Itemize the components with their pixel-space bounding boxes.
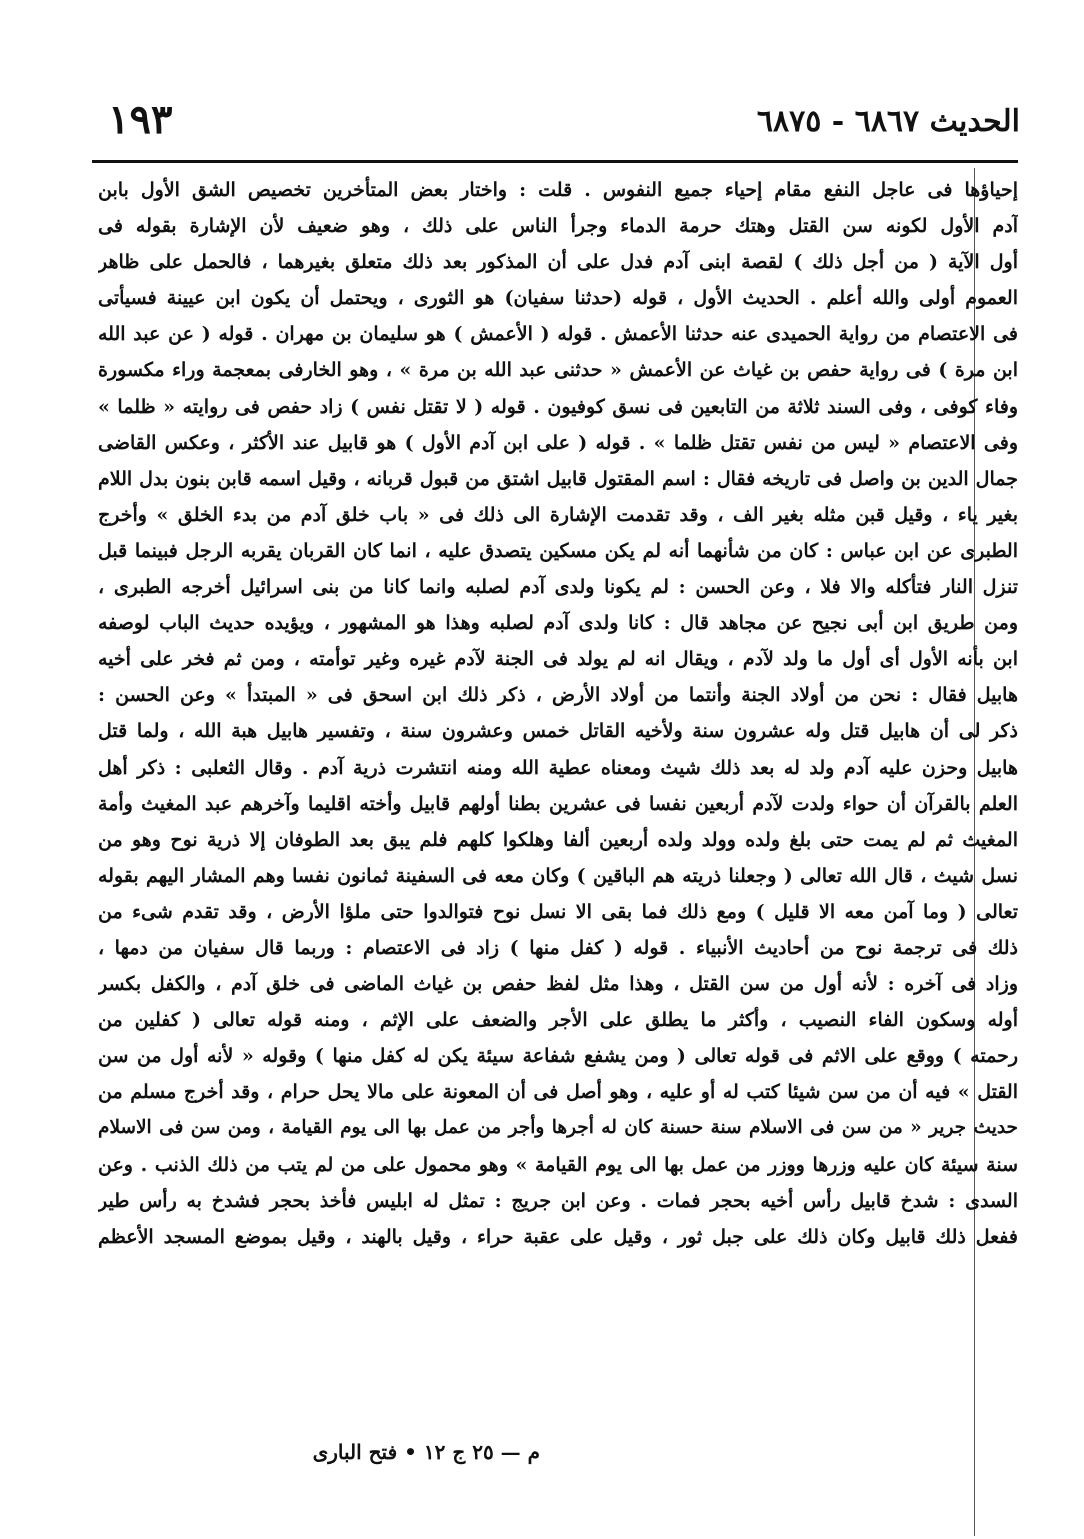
text-line: رحمته ) ووقع على الاثم فى قوله تعالى ( ومن يشفع شفاعة سيئة يكن له كفل منها ) وقوله « لأنه أول من سن xyxy=(98,1045,1018,1068)
text-line: بغير ياء ، وقيل قبن مثله بغير الف ، وقد تقدمت الإشارة الى ذلك فى « باب خلق آدم من بدء الخلق » وأخرج xyxy=(98,503,1018,526)
text-line: ذكر لى أن هابيل قتل وله عشرون سنة ولأخيه القاتل خمس وعشرون سنة ، وتفسير هابيل هبة الله ، ولما قتل xyxy=(98,720,1018,743)
page-footer xyxy=(140,1440,540,1480)
text-line: هابيل وحزن عليه آدم ولد له بعد ذلك شيث ومعناه عطية الله ومنه انتشرت ذرية آدم . وقال الثعلبى : ذكر أهل xyxy=(98,756,1018,779)
text-line: جمال الدين بن واصل فى تاريخه فقال : اسم المقتول قابيل اشتق من قبول قربانه ، وقيل اسمه قابن بنون بدل اللام xyxy=(98,467,1018,490)
text-line: وفاء كوفى ، وفى السند ثلاثة من التابعين فى نسق كوفيون . قوله ( لا تقتل نفس ) زاد حفص فى روايته « ظلما » xyxy=(98,395,1018,418)
text-line: تنزل النار فتأكله والا فلا ، وعن الحسن : لم يكونا ولدى آدم لصلبه وانما كانا من بنى اسرائيل أخرجه الطبرى ، xyxy=(98,576,1018,599)
text-line: تعالى ( وما آمن معه الا قليل ) ومع ذلك فما بقى الا نسل نوح فتوالدوا حتى ملؤا الأرض ، وقد تقدم شىء من xyxy=(98,900,1018,923)
text-line: القتل » فيه أن من سن شيئا كتب له أو عليه ، وهو أصل فى أن المعونة على مالا يحل حرام ، وقد أخرج مسلم من xyxy=(98,1081,1018,1104)
text-line: وزاد فى آخره : لأنه أول من سن القتل ، وهذا مثل لفظ حفص بن غياث الماضى فى خلق آدم ، والكفل بكسر xyxy=(98,973,1018,996)
text-line: ذلك فى ترجمة نوح من أحاديث الأنبياء . قوله ( كفل منها ) زاد فى الاعتصام : وربما قال سفيان من دمها ، xyxy=(98,936,1018,959)
page-header xyxy=(90,96,1020,156)
text-line: العلم بالقرآن أن حواء ولدت لآدم أربعين نفسا فى عشرين بطنا أولهم قابيل وأخته اقليما وآخرهم عبد المغيث وأمة xyxy=(98,792,1018,815)
running-head: الحديث ٦٨٦٧ - ٦٨٧٥ xyxy=(756,104,1020,139)
signature-mark: م — ٢٥ ج ١٢ • فتح البارى xyxy=(312,1440,540,1464)
text-line: ومن طريق ابن أبى نجيح عن مجاهد قال : كانا ولدى آدم لصلبه وهذا هو المشهور ، ويؤيده حديث الباب لوصفه xyxy=(98,612,1018,635)
text-line: ففعل ذلك قابيل وكان ذلك على جبل ثور ، وقيل على عقبة حراء ، وقيل بالهند ، وقيل بموضع المسجد الأعظم xyxy=(98,1225,1018,1248)
text-line: نسل شيث ، قال الله تعالى ( وجعلنا ذريته هم الباقين ) وكان معه فى السفينة ثمانون نفسا وهم المشار اليهم بقوله xyxy=(98,864,1018,887)
text-line: فى الاعتصام من رواية الحميدى عنه حدثنا الأعمش . قوله ( الأعمش ) هو سليمان بن مهران . قوله ( عن عبد الله xyxy=(98,323,1018,346)
text-line: آدم الأول لكونه سن القتل وهتك حرمة الدماء وجرأ الناس على ذلك ، وهو ضعيف لأن الإشارة بقوله فى xyxy=(98,215,1018,238)
text-line: ابن مرة ) فى رواية حفص بن غياث عن الأعمش « حدثنى عبد الله بن مرة » ، وهو الخارفى بمعجمة وراء مكسورة xyxy=(98,359,1018,382)
text-line: إحياؤها فى عاجل النفع مقام إحياء جميع النفوس . قلت : واختار بعض المتأخرين تخصيص الشق الأول بابن xyxy=(98,179,1018,201)
text-line: الطبرى عن ابن عباس : كان من شأنهما أنه لم يكن مسكين يتصدق عليه ، انما كان القربان يقربه الرجل فبينما قبل xyxy=(98,539,1018,562)
text-line: هابيل فقال : نحن من أولاد الجنة وأنتما من أولاد الأرض ، ذكر ذلك ابن اسحق فى « المبتدأ » وعن الحسن : xyxy=(98,684,1018,707)
text-line: المغيث ثم لم يمت حتى بلغ ولده وولد ولده أربعين ألفا وهلكوا كلهم فلم يبق بعد الطوفان إلا ذرية نوح وهو من xyxy=(98,828,1018,851)
header-rule xyxy=(92,160,1018,163)
body-text xyxy=(98,172,1018,1255)
text-line: أوله وسكون الفاء النصيب ، وأكثر ما يطلق على الأجر والضعف على الإثم ، ومنه قوله تعالى ( كفلين من xyxy=(98,1009,1018,1032)
text-line: سنة سيئة كان عليه وزرها ووزر من عمل بها الى يوم القيامة » وهو محمول على من لم يتب من ذلك الذنب . وعن xyxy=(98,1153,1018,1176)
text-line: وفى الاعتصام « ليس من نفس تقتل ظلما » . قوله ( على ابن آدم الأول ) هو قابيل عند الأكثر ، وعكس القاضى xyxy=(98,431,1018,454)
text-line: أول الآية ( من أجل ذلك ) لقصة ابنى آدم فدل على أن المذكور بعد ذلك متعلق بغيرهما ، فالحمل على ظاهر xyxy=(98,251,1018,274)
text-line: حديث جرير « من سن فى الاسلام سنة حسنة كان له أجرها وأجر من عمل بها الى يوم القيامة ، ومن سن فى الاسلام xyxy=(98,1117,1018,1139)
text-line: ابن بأنه الأول أى أول ما ولد لآدم ، ويقال انه لم يولد فى الجنة لآدم غيره وغير توأمته ، ومن ثم فخر على أخيه xyxy=(98,648,1018,671)
text-line: العموم أولى والله أعلم . الحديث الأول ، قوله (حدثنا سفيان) هو الثورى ، ويحتمل أن يكون ابن عيينة فسيأتى xyxy=(98,287,1018,310)
page-number: ١٩٣ xyxy=(108,96,173,143)
text-line: السدى : شدخ قابيل رأس أخيه بحجر فمات . وعن ابن جريج : تمثل له ابليس فأخذ بحجر فشدخ به رأس طير xyxy=(98,1189,1018,1212)
